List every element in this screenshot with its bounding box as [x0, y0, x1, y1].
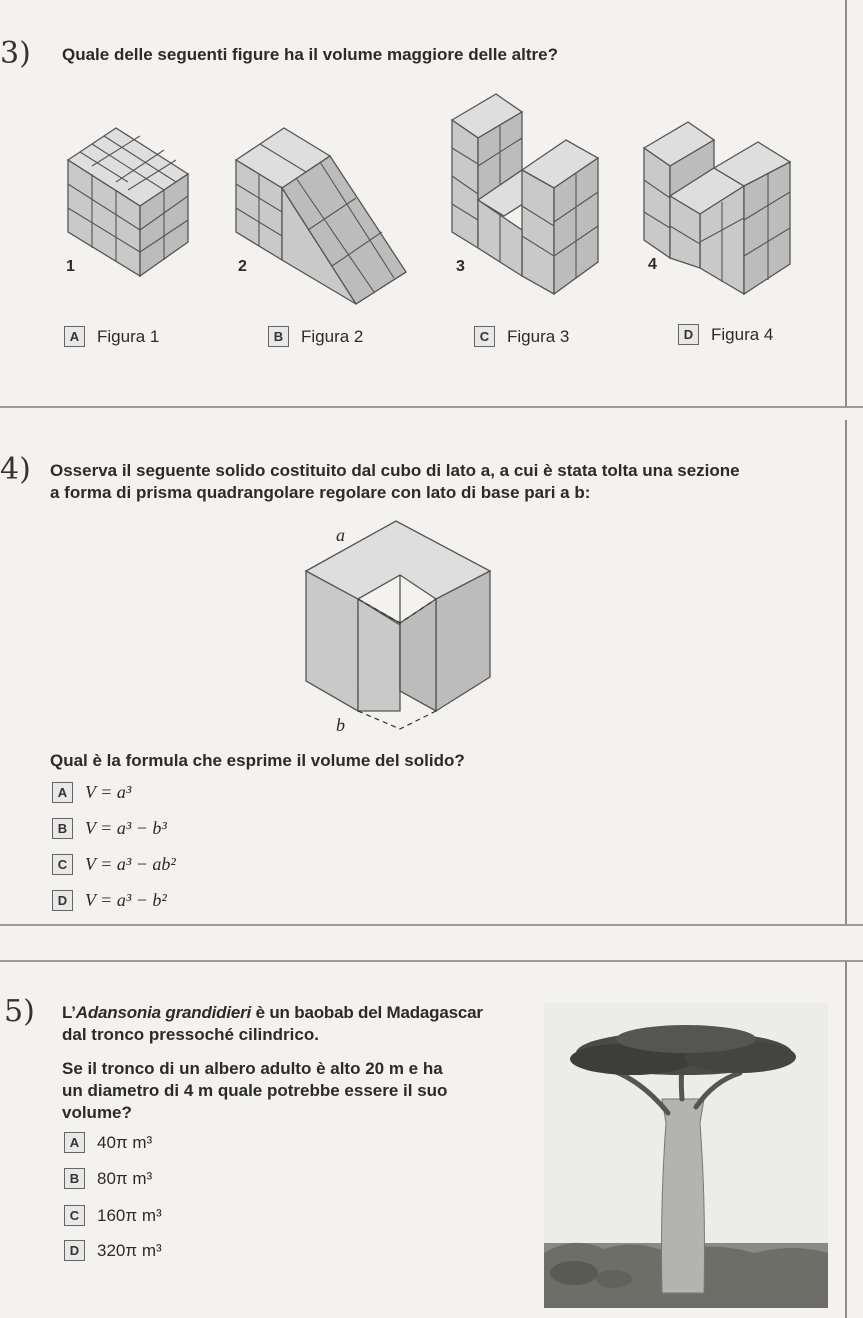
option-letter: C	[64, 1205, 85, 1226]
species-name: Adansonia grandidieri	[75, 1003, 252, 1022]
option-text: 80π m³	[97, 1168, 153, 1188]
question-text: un diametro di 4 m quale potrebbe essere il suo	[62, 1081, 448, 1100]
option-c[interactable]	[52, 854, 176, 875]
option-letter: A	[64, 326, 85, 347]
question-number: 3)	[0, 36, 31, 71]
option-a[interactable]	[64, 1132, 152, 1153]
option-letter: B	[268, 326, 289, 347]
option-letter: D	[678, 324, 699, 345]
intro-prefix: L’	[62, 1003, 76, 1022]
figure-4-label: 4	[648, 256, 657, 273]
option-d[interactable]	[678, 324, 773, 345]
option-text: 40π m³	[97, 1132, 153, 1152]
figure-3-cubes	[448, 90, 608, 295]
figure-3-label: 3	[456, 258, 465, 275]
option-text: Figura 1	[97, 326, 160, 346]
option-b[interactable]	[52, 818, 167, 839]
option-c[interactable]	[64, 1205, 162, 1226]
baobab-photo	[544, 1003, 828, 1308]
option-text: Figura 2	[301, 326, 364, 346]
option-formula: V = a³ − b²	[85, 890, 167, 910]
figure-2-cubes	[232, 122, 412, 307]
option-b[interactable]	[268, 326, 363, 347]
figure-4-cubes	[640, 118, 800, 298]
question-text: Se il tronco di un albero adulto è alto 20 m e ha	[62, 1059, 443, 1078]
intro-text	[62, 1002, 483, 1024]
option-a[interactable]	[52, 782, 131, 803]
separator	[0, 960, 863, 962]
option-letter: A	[52, 782, 73, 803]
figure-2-label: 2	[238, 258, 247, 275]
option-letter: D	[64, 1240, 85, 1261]
intro-rest: è un baobab del Madagascar	[251, 1003, 483, 1022]
option-letter: C	[52, 854, 73, 875]
question-text: a forma di prisma quadrangolare regolare con lato di base pari a b:	[50, 483, 591, 502]
option-text: Figura 4	[711, 324, 774, 344]
intro-text: dal tronco pressoché cilindrico.	[62, 1025, 319, 1044]
label-b: b	[336, 715, 345, 735]
option-letter: D	[52, 890, 73, 911]
option-letter: C	[474, 326, 495, 347]
question-number: 5)	[4, 994, 35, 1029]
option-b[interactable]	[64, 1168, 152, 1189]
option-text: 160π m³	[97, 1205, 162, 1225]
option-text: 320π m³	[97, 1240, 162, 1260]
question-text: volume?	[62, 1103, 132, 1122]
solid-diagram	[300, 515, 500, 730]
option-d[interactable]	[64, 1240, 162, 1261]
figure-1-cubes	[64, 122, 194, 282]
option-text: Figura 3	[507, 326, 570, 346]
option-a[interactable]	[64, 326, 159, 347]
option-c[interactable]	[474, 326, 569, 347]
option-letter: B	[64, 1168, 85, 1189]
question-number: 4)	[0, 452, 31, 487]
question-text: Quale delle seguenti figure ha il volume maggiore delle altre?	[62, 45, 558, 64]
option-formula: V = a³ − ab²	[85, 854, 176, 874]
option-formula: V = a³	[85, 782, 132, 802]
formula-question: Qual è la formula che esprime il volume del solido?	[50, 751, 465, 770]
option-letter: B	[52, 818, 73, 839]
separator	[0, 406, 863, 408]
figure-1-label: 1	[66, 258, 75, 275]
question-text: Osserva il seguente solido costituito dal cubo di lato a, a cui è stata tolta una sezione	[50, 461, 740, 480]
option-letter: A	[64, 1132, 85, 1153]
separator	[0, 924, 863, 926]
option-d[interactable]	[52, 890, 167, 911]
label-a: a	[336, 525, 345, 545]
option-formula: V = a³ − b³	[85, 818, 167, 838]
